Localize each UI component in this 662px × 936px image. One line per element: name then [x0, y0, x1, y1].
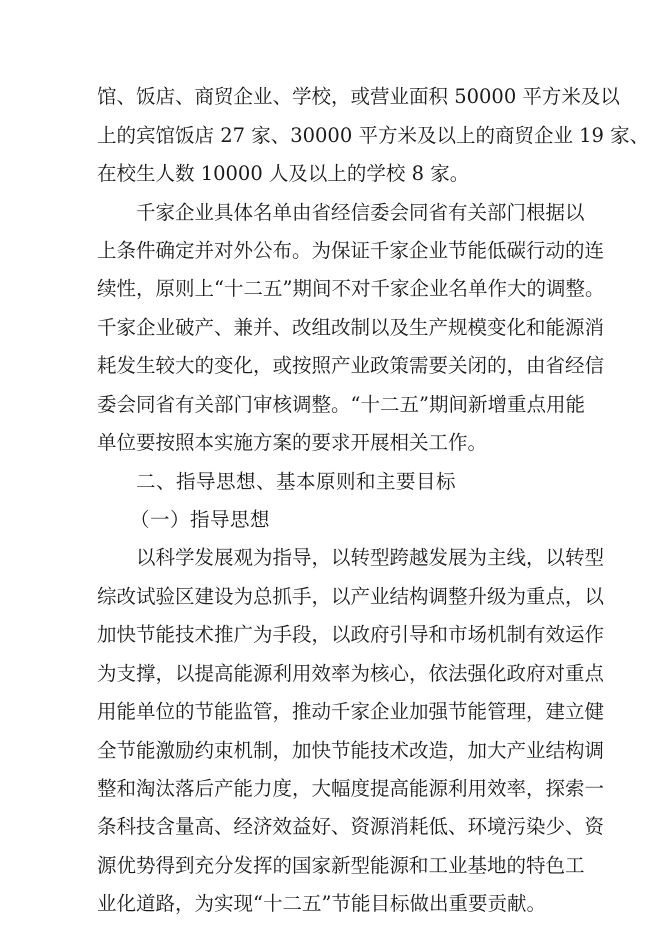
paragraph-line: 业化道路，为实现“十二五”节能目标做出重要贡献。	[97, 892, 546, 916]
paragraph-line: 全节能激励约束机制，加快节能技术改造，加大产业结构调	[97, 738, 605, 762]
paragraph-line: 为支撑，以提高能源利用效率为核心，依法强化政府对重点	[97, 661, 605, 685]
paragraph-line: 条科技含量高、经济效益好、资源消耗低、环境污染少、资	[97, 815, 605, 839]
paragraph-line: 单位要按照本实施方案的要求开展相关工作。	[97, 431, 488, 455]
paragraph-line: 委会同省有关部门审核调整。“十二五”期间新增重点用能	[97, 392, 585, 416]
paragraph-line: 用能单位的节能监管，推动千家企业加强节能管理，建立健	[97, 700, 605, 724]
paragraph-line: 馆、饭店、商贸企业、学校，或营业面积 50000 平方米及以	[97, 85, 620, 109]
paragraph-line: 综改试验区建设为总抓手，以产业结构调整升级为重点，以	[97, 584, 605, 608]
paragraph-line: 千家企业破产、兼并、改组改制以及生产规模变化和能源消	[97, 315, 605, 339]
subsection-heading: （一）指导思想	[130, 507, 271, 531]
paragraph-line: 整和淘汰落后产能力度，大幅度提高能源利用效率，探索一	[97, 776, 605, 800]
paragraph-line: 加快节能技术推广为手段，以政府引导和市场机制有效运作	[97, 623, 605, 647]
paragraph-line: 上条件确定并对外公布。为保证千家企业节能低碳行动的连	[97, 238, 605, 262]
paragraph-line: 千家企业具体名单由省经信委会同省有关部门根据以	[136, 200, 585, 224]
paragraph-line: 以科学发展观为指导，以转型跨越发展为主线，以转型	[136, 546, 605, 570]
paragraph-line: 源优势得到充分发挥的国家新型能源和工业基地的特色工	[97, 853, 585, 877]
paragraph-line: 在校生人数 10000 人及以上的学校 8 家。	[97, 162, 470, 186]
paragraph-line: 续性，原则上“十二五”期间不对千家企业名单作大的调整。	[97, 277, 605, 301]
paragraph-line: 上的宾馆饭店 27 家、30000 平方米及以上的商贸企业 19 家、	[97, 123, 650, 147]
section-heading: 二、指导思想、基本原则和主要目标	[136, 469, 457, 493]
paragraph-line: 耗发生较大的变化，或按照产业政策需要关闭的，由省经信	[97, 354, 605, 378]
